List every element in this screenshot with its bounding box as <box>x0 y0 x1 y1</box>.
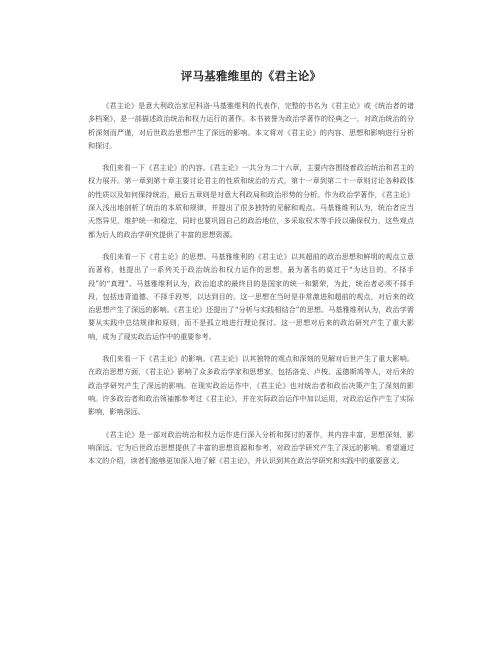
document-title: 评马基雅维里的《君主论》 <box>180 69 322 83</box>
paragraph-content: 我们来看一下《君主论》的内容。《君主论》一共分为二十六章，主要内容围绕着政治统治和君主的权力展开。第一章到第十章主要讨论君主的性质和统治的方式，第十一章到第二十一章则讨论各种政体的性质以及如何保持统治，最后五章则是对意大利政局和政治形势的分析。作为政治学著作，《君主论》深入浅出地剖析了统治的本质和规律，并提出了很多独特的见解和观点。马基雅维利认为，统治者应当天然异见，维护统一和稳定，同时也要巩固自己的政治地位，多采取权术等手段以确保权力，这些观点都为后人的政治学研究提供了丰富的思想资源。 <box>88 163 414 239</box>
paragraph-conclusion: 《君主论》是一部对政治统治和权力运作进行深入分析和探讨的著作，其内容丰富，思想深刻，影响深远。它为后世政治思想提供了丰富的思想资源和参考，对政治学研究产生了深远的影响。希望通过本文的介绍，读者们能够更加深入地了解《君主论》，并认识到其在政治学研究和实践中的重要意义。 <box>88 429 414 466</box>
document-body <box>88 99 414 476</box>
paragraph-influence: 我们来看一下《君主论》的影响。《君主论》以其独特的观点和深刻的见解对后世产生了重大影响。在政治思想方面，《君主论》影响了众多政治学家和思想家，包括洛克、卢梭、孟德斯鸠等人，对后来的政治学研究产生了深远的影响。在现实政治运作中，《君主论》也对统治者和政治决策产生了深刻的影响。许多政治者和政治领袖都参考过《君主论》，并在实际政治运作中加以运用，对政治运作产生了实际影响，影响深远。 <box>88 354 414 417</box>
paragraph-thought: 我们来看一下《君主论》的思想。马基雅维利的《君主论》以其超前的政治思想和鲜明的观点立意而著称，他提出了一系列关于政治统治和权力运作的思想，最为著名的莫过于“为达目的，不择手段”的“真理”。马基雅维利认为，政治追求的最终目的是国家的统一和繁荣，为此，统治者必须不择手段，包括违背道德、不择手段等，以达到目的。这一思想在当时是非常激进和超前的观点，对后来的政治思想产生了深远的影响。《君主论》还提出了“分析与实践相结合”的思想。马基雅维利认为，政治学需要从实践中总结规律和原则，而不是孤立地进行理论探讨。这一思想对后来的政治研究产生了重大影响，成为了现实政治运作中的重要参考。 <box>88 251 414 341</box>
paragraph-intro: 《君主论》是意大利政治家尼科洛·马基雅维利的代表作，完整的书名为《君主论》或《统治者的诸多档案》，是一部描述政治统治和权力运行的著作。本书被誉为政治学著作的经典之一，对政治统治的分析深刻而严谨，对后世政治思想产生了深远的影响。本文将对《君主论》的内容、思想和影响进行分析和探讨。 <box>88 101 414 150</box>
